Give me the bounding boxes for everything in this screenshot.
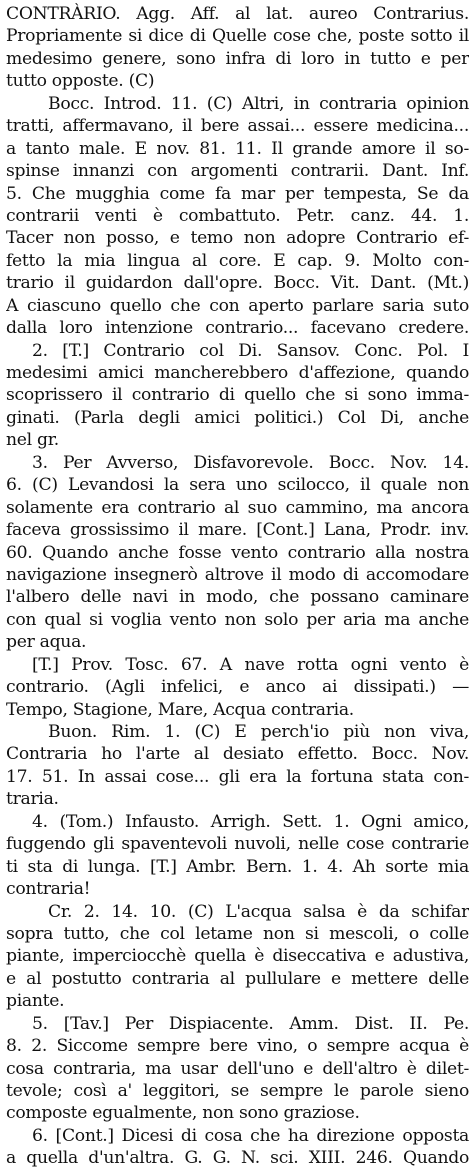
text-line: ti sta di lunga. [T.] Ambr. Bern. 1. 4. Ah sorte mia	[6, 856, 469, 877]
text-line: 5. [Tav.] Per Dispiacente. Amm. Dist. II. Pe.	[32, 1013, 469, 1034]
text-line: ginati. (Parla degli amici politici.) Col Di, anche	[6, 407, 469, 428]
text-line: 2. [T.] Contrario col Di. Sansov. Conc. Pol. I	[32, 340, 469, 361]
text-line: fuggendo gli spaventevoli nuvoli, nelle cose contrarie	[6, 834, 469, 855]
text-line: contrario. (Agli infelici, e anco ai dissipati.) —	[6, 677, 469, 698]
text-line: 17. 51. In assai cose... gli era la fortuna stata con-	[6, 766, 469, 787]
text-line: tratti, affermavano, il bere assai... essere medicina...	[6, 116, 469, 137]
text-line: spinse innanzi con argomenti contrarii. Dant. Inf.	[6, 161, 469, 182]
text-line: sopra tutto, che col letame non si mescoli, o colle	[6, 923, 469, 944]
text-line: medesimo genere, sono infra di loro in tutto e per	[6, 48, 469, 69]
text-line: 6. (C) Levandosi la sera uno scilocco, il quale non	[6, 475, 469, 496]
text-line: Propriamente si dice di Quelle cose che, poste sotto il	[6, 26, 469, 47]
text-line: cosa contraria, ma usar dell'uno e dell'altro è dilet-	[6, 1058, 469, 1079]
text-line: contrarii venti è combattuto. Petr. canz. 44. 1.	[6, 205, 469, 226]
text-line: Tacer non posso, e temo non adopre Contrario ef-	[6, 228, 469, 249]
text-line: 3. Per Avverso, Disfavorevole. Bocc. Nov. 14.	[32, 452, 469, 473]
text-line: fetto la mia lingua al core. E cap. 9. Molto con-	[6, 250, 469, 271]
text-line: a tanto male. E nov. 81. 11. Il grande amore il so-	[6, 138, 469, 159]
text-line: [T.] Prov. Tosc. 67. A nave rotta ogni vento è	[32, 654, 469, 675]
text-line: traria.	[6, 789, 59, 810]
text-line: dalla loro intenzione contrario... facevano credere.	[6, 318, 469, 339]
text-line: trario il guidardon dall'opre. Bocc. Vit. Dant. (Mt.)	[6, 273, 469, 294]
text-line: a quella d'un'altra. G. G. N. sci. XIII. 246. Quando	[6, 1148, 469, 1169]
text-line: e al postutto contraria al pullulare e mettere delle	[6, 968, 469, 989]
text-line: CONTRÀRIO. Agg. Aff. al lat. aureo Contrarius.	[6, 4, 469, 24]
text-line: contraria!	[6, 879, 91, 900]
text-line: navigazione insegnerò altrove il modo di accomodare	[6, 564, 469, 585]
text-line: nel gr.	[6, 430, 59, 451]
text-line: composte egualmente, non sono graziose.	[6, 1103, 360, 1124]
dictionary-entry-contrario	[6, 3, 469, 1170]
text-line: Bocc. Introd. 11. (C) Altri, in contraria opinion	[48, 93, 469, 114]
text-line: 5. Che mugghia come fa mar per tempesta, Se da	[6, 183, 469, 204]
text-line: tutto opposte. (C)	[6, 71, 155, 92]
text-line: Contraria ho l'arte al desiato effetto. Bocc. Nov.	[6, 744, 469, 765]
text-line: 60. Quando anche fosse vento contrario alla nostra	[6, 542, 469, 563]
text-line: faceva grossissimo il mare. [Cont.] Lana, Prodr. inv.	[6, 520, 469, 541]
text-line: A ciascuno quello che con aperto parlare saria suto	[6, 295, 469, 316]
text-line: 4. (Tom.) Infausto. Arrigh. Sett. 1. Ogni amico,	[32, 811, 469, 832]
text-line: solamente era contrario al suo cammino, ma ancora	[6, 497, 469, 518]
text-line: piante.	[6, 991, 65, 1012]
text-line: piante, imperciocchè quella è diseccativa e adustiva,	[6, 946, 469, 967]
text-line: 8. 2. Siccome sempre bere vino, o sempre acqua è	[6, 1036, 469, 1057]
text-line: medesimi amici mancherebbero d'affezione, quando	[6, 363, 469, 383]
text-line: Cr. 2. 14. 10. (C) L'acqua salsa è da schifar	[48, 901, 469, 922]
text-line: per aqua.	[6, 632, 87, 653]
text-line: tevole; così a' leggitori, se sempre le parole sieno	[6, 1081, 469, 1101]
text-line: scoprissero il contrario di quello che si sono imma-	[6, 385, 469, 406]
text-line: Buon. Rim. 1. (C) E perch'io più non viva,	[48, 722, 469, 742]
text-line: con qual si voglia vento non solo per aria ma anche	[6, 609, 469, 630]
text-line: 6. [Cont.] Dicesi di cosa che ha direzione opposta	[32, 1125, 469, 1146]
text-line: Tempo, Stagione, Mare, Acqua contraria.	[6, 699, 354, 720]
text-line: l'albero delle navi in modo, che possano caminare	[6, 587, 469, 608]
